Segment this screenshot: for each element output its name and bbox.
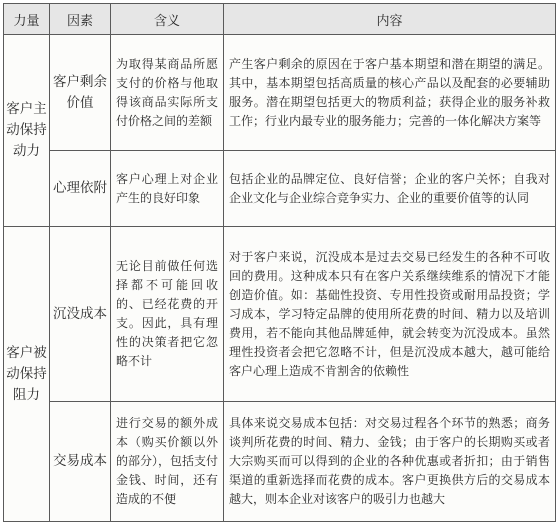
table-row xyxy=(4,151,556,227)
meaning-sunk-cost: 无论目前做任何选择都不可能回收的、已经花费的开支。因此，具有理性的决策者把它忽略不计 xyxy=(111,227,224,402)
header-row xyxy=(4,4,556,35)
content-customer-surplus: 产生客户剩余的原因在于客户基本期望和潜在期望的满足。其中，基本期望包括高质量的核心产品以及配套的必要辅助服务。潜在期望包括更大的物质利益；获得企业的服务补救工作；行业内最专业的服务能力；完善的一体化解决方案等 xyxy=(224,35,556,151)
factor-psychological-attachment: 心理依附 xyxy=(50,151,111,227)
header-meaning: 含义 xyxy=(111,4,224,35)
meaning-customer-surplus: 为取得某商品所愿支付的价格与他取得该商品实际所支付价格之间的差额 xyxy=(111,35,224,151)
content-psychological-attachment: 包括企业的品牌定位、良好信誉；企业的客户关怀；自我对企业文化与企业综合竞争实力、企业的重要价值等的认同 xyxy=(224,151,556,227)
meaning-psychological-attachment: 客户心理上对企业产生的良好印象 xyxy=(111,151,224,227)
meaning-transaction-cost: 进行交易的额外成本（购买价额以外的部分），包括支付金钱、时间，还有造成的不便 xyxy=(111,402,224,522)
table-row xyxy=(4,35,556,151)
factor-transaction-cost: 交易成本 xyxy=(50,402,111,522)
force-passive-retention: 客户被动保持阻力 xyxy=(4,227,50,522)
force-active-retention: 客户主动保持动力 xyxy=(4,35,50,227)
factor-customer-surplus: 客户剩余价值 xyxy=(50,35,111,151)
content-transaction-cost: 具体来说交易成本包括：对交易过程各个环节的熟悉；商务谈判所花费的时间、精力、金钱；由于客户的长期购买或者大宗购买而可以得到的企业的各种优惠或者折扣；由于销售渠道的重新选择而花费的成本。客户更换供方后的交易成本越大，则本企业对该客户的吸引力也越大 xyxy=(224,402,556,522)
factor-sunk-cost: 沉没成本 xyxy=(50,227,111,402)
header-force: 力量 xyxy=(4,4,50,35)
content-sunk-cost: 对于客户来说，沉没成本是过去交易已经发生的各种不可收回的费用。这种成本只有在客户关系继续维系的情况下才能创造价值。如：基础性投资、专用性投资或耐用品投资；学习成本，学习特定品牌的使用所花费的时间、精力以及培训费用，若不能向其他品牌延伸，就会转变为沉没成本。虽然理性投资者会把它忽略不计，但是沉没成本越大，越可能给客户心理上造成不肯割舍的依赖性 xyxy=(224,227,556,402)
header-content: 内容 xyxy=(224,4,556,35)
customer-retention-table xyxy=(3,3,556,522)
table-row xyxy=(4,227,556,402)
header-factor: 因素 xyxy=(50,4,111,35)
table-row xyxy=(4,402,556,522)
